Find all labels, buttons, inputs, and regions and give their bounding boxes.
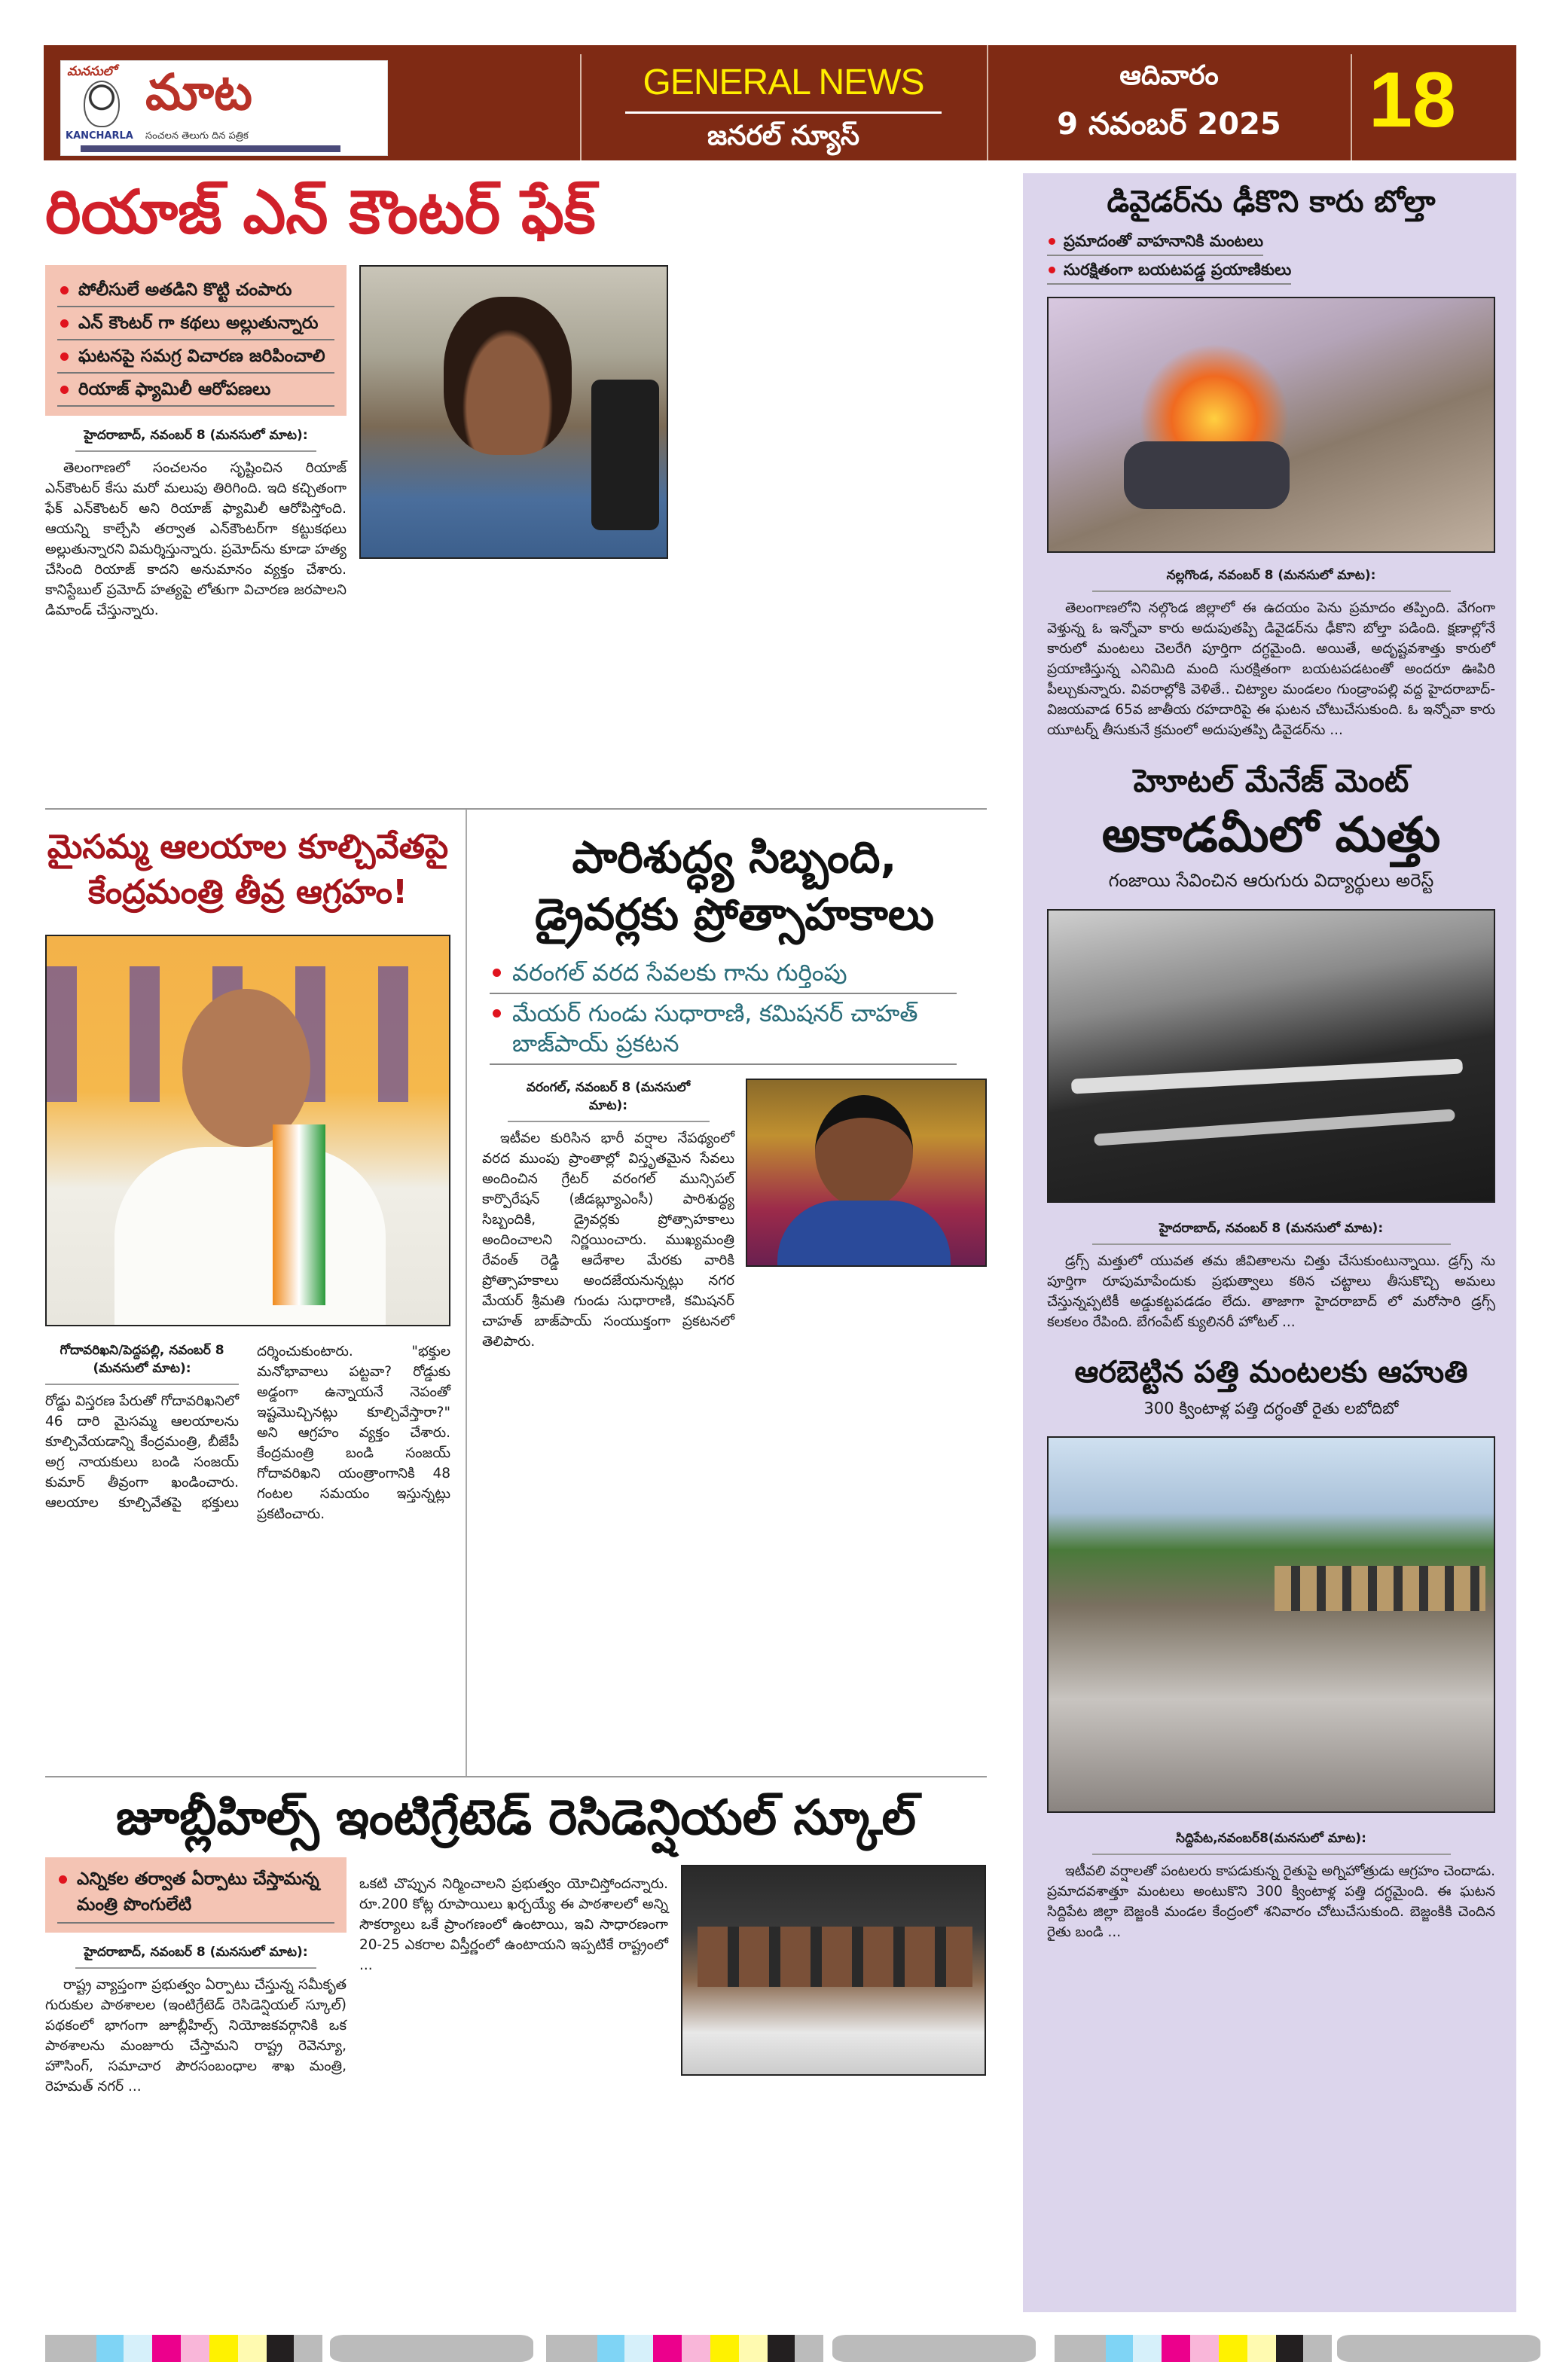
person-head xyxy=(815,1095,913,1208)
cotton-headline: ఆరబెట్టిన పత్తి మంటలకు ఆహుతి xyxy=(1074,1355,1468,1390)
color-registration-bar xyxy=(1055,2335,1332,2362)
bullet-icon xyxy=(493,969,501,977)
logo-brand: KANCHARLA xyxy=(66,130,133,142)
bullet-icon xyxy=(60,352,69,361)
registration-pill xyxy=(1337,2335,1540,2362)
school-highlight xyxy=(45,1857,347,1933)
lead-column-2 xyxy=(359,265,668,621)
bullet-icon xyxy=(59,1875,67,1884)
registration-pill xyxy=(832,2335,1036,2362)
section-title-en: GENERAL NEWS xyxy=(643,63,924,102)
weekday: ఆదివారం xyxy=(1119,60,1219,91)
article-body: రోడ్డు విస్తరణ పేరుతో గోదావరిఖనిలో 46 దారి మైసమ్మ ఆలయాలను కూల్చివేయడాన్ని కేంద్రమంత్రి, బీజేపీ అగ్ర నాయకులు బండి సంజయ్ కుమార్ తీవ్రంగా ఖండించారు. ఆలయాల కూల్చివేతపై భక్తులు దర్శించుకుంటారు. "భక్తుల మనోభావాలు పట్టవా? రోడ్డుకు అడ్డంగా ఉన్నాయనే నెపంతో ఇష్టమొచ్చినట్లు కూల్చివేస్తారా?" అని ఆగ్రహం వ్యక్తం చేశారు. కేంద్రమంత్రి బండి సంజయ్ గోదావరిఖని యంత్రాంగానికి 48 గంటల సమయం ఇస్తున్నట్లు ప్రకటించారు. xyxy=(45,1344,450,1522)
article-body: డ్రగ్స్ మత్తులో యువత తమ జీవితాలను చిత్తు చేసుకుంటున్నాయి. డ్రగ్స్ ను పూర్తిగా రూపుమాపేందుకు ప్రభుత్వాలు కఠిన చట్టాలు తీసుకొచ్చి అమలు చేస్తున్నప్పటికీ అడ్డుకట్టపడడం లేదు. తాజాగా హైదరాబాద్ లో మరోసారి డ్రగ్స్ కలకలం రేపింది. బేగంపేట్ క్యులినరీ హోటల్ ... xyxy=(1047,1253,1495,1330)
person-body xyxy=(777,1201,951,1267)
headline-line: పారిశుద్ధ్య సిబ్బంది, xyxy=(572,831,897,883)
article-body: తెలంగాణలోని నల్గొండ జిల్లాలో ఈ ఉదయం పెను ప్రమాదం తప్పింది. వేగంగా వెళ్తున్న ఓ ఇన్నోవా కారు అదుపుతప్పి డివైడర్‌ను ఢీకొని బోల్తా పడింది. క్షణాల్లోనే కారులో మంటలు చెలరేగి పూర్తిగా దగ్ధమైంది. అయితే, అదృష్టవశాత్తు కారులో ప్రయాణిస్తున్న ఎనిమిది మంది సురక్షితంగా బయటపడటంతో అందరూ ఊపిరి పీల్చుకున్నారు. వివరాల్లోకి వెళితే.. చిట్యాల మండలం గుండ్రాంపల్లి వద్ద హైదరాబాద్-విజయవాడ 65వ జాతీయ రహదారిపై ఈ ఘటన చోటుచేసుకుంది. ఓ ఇన్నోవా కారు యూటర్న్ తీసుకునే క్రమంలో అదుపుతప్పి డివైడర్‌ను ... xyxy=(1047,600,1495,738)
dateline: గోదావరిఖని/పెద్దపల్లి, నవంబర్ 8 (మనసులో మాట): xyxy=(45,1341,239,1385)
article-body: రాష్ట్ర వ్యాప్తంగా ప్రభుత్వం ఏర్పాటు చేస్తున్న సమీకృత గురుకుల పాఠశాలల (ఇంటిగ్రేటెడ్ రెసిడెన్షియల్ స్కూల్) పథకంలో భాగంగా జూబ్లీహిల్స్ నియోజకవర్గానికి ఒక పాఠశాలను మంజూరు చేస్తామని రాష్ట్ర రెవెన్యూ, హౌసింగ్, సమాచార పౌరసంబంధాల శాఖ మంత్రి, రెహమత్ నగర్ ... xyxy=(45,1977,347,2095)
lead-headline: రియాజ్ ఎన్ కౌంటర్ ఫేక్ xyxy=(45,177,596,247)
dateline: హైదరాబాద్, నవంబర్ 8 (మనసులో మాట): xyxy=(75,1943,316,1969)
school-column-1 xyxy=(45,1857,347,2097)
bullet-icon xyxy=(1049,267,1055,273)
highlight-item: ప్రమాదంతో వాహనానికి మంటలు xyxy=(1047,227,1263,256)
bullet-icon xyxy=(60,286,69,294)
section-title-te: జనరల్ న్యూస్ xyxy=(707,121,860,151)
car-highlights xyxy=(1047,227,1495,285)
portrait-icon xyxy=(84,81,120,127)
powder-line xyxy=(1071,1058,1463,1094)
lead-article xyxy=(45,426,347,621)
lead-article-continued xyxy=(681,265,986,621)
bullet-icon xyxy=(60,319,69,328)
headline-line: మైసమ్మ ఆలయాల కూల్చివేతపై xyxy=(47,828,449,866)
newspaper-logo[interactable] xyxy=(60,60,388,156)
headline-line: డ్రైవర్లకు ప్రోత్సాహకాలు xyxy=(534,889,935,940)
drugs-headline-line2: అకాడమీలో మత్తు xyxy=(1101,807,1441,863)
sanitation-story xyxy=(467,810,987,1776)
cotton-fire-photo[interactable] xyxy=(1047,1436,1495,1813)
bullet-icon xyxy=(493,1009,501,1018)
sidebar xyxy=(1023,173,1516,2312)
minister-photo[interactable] xyxy=(45,935,450,1326)
car-article xyxy=(1047,566,1495,740)
cotton-heading-group xyxy=(1047,1352,1495,1420)
drugs-heading-group xyxy=(1047,760,1495,892)
dateline: సిద్దిపేట,నవంబర్8(మనసులో మాట): xyxy=(1092,1829,1451,1855)
cotton-article xyxy=(1047,1829,1495,1942)
mayor-photo[interactable] xyxy=(746,1079,987,1267)
article-body: ఇటీవల కురిసిన భారీ వర్షాల నేపథ్యంలో వరద ముంపు ప్రాంతాల్లో విస్తృతమైన సేవలు అందించిన గ్రేటర్ వరంగల్ మున్సిపల్ కార్పొరేషన్ (జీడబ్ల్యూఎంసీ) పారిశుద్ధ్య సిబ్బందికి, డ్రైవర్లకు ప్రోత్సాహకాలు అందించాలని నిర్ణయించారు. ముఖ్యమంత్రి రేవంత్ రెడ్డి ఆదేశాల మేరకు వారికి ప్రోత్సాహకాలు అందజేయనున్నట్లు నగర మేయర్ శ్రీమతి గుండు సుధారాణి, కమిషనర్ చాహత్ బాజ్‌పాయ్ సంయుక్తంగా ప్రకటనలో తెలిపారు. xyxy=(482,1130,734,1350)
lead-highlights xyxy=(45,265,347,416)
issue-date: 9 నవంబర్ 2025 xyxy=(1057,107,1281,142)
drugs-photo[interactable] xyxy=(1047,909,1495,1203)
person-head xyxy=(182,989,310,1147)
dateline: హైదరాబాద్, నవంబర్ 8 (మనసులో మాట): xyxy=(75,426,316,452)
sanitation-headline xyxy=(482,828,987,943)
sanitation-row xyxy=(482,1079,987,1352)
page-number: 18 xyxy=(1369,56,1456,144)
school-event-photo[interactable] xyxy=(681,1865,986,2076)
school-article-col2: ఒకటి చొప్పున నిర్మించాలని ప్రభుత్వం యోచిస్తోందన్నారు. రూ.200 కోట్ల రూపాయిలు ఖర్చయ్యే ఈ పాఠశాలలో అన్ని సౌకర్యాలు ఒకే ప్రాంగణంలో ఉంటాయి, ఇవి సాధారణంగా 20-25 ఎకరాల విస్తీర్ణంలో ఉంటాయని ఇప్పటికే రాష్ట్రంలో ... xyxy=(359,1876,668,1973)
drugs-headline-line1: హెూటల్ మేనేజ్ మెంట్ xyxy=(1133,762,1409,799)
highlight-item: ఎన్నికల తర్వాత ఏర్పాటు చేస్తామన్న మంత్రి పొంగులేటి xyxy=(57,1866,334,1924)
car-wreck xyxy=(1124,441,1290,509)
lead-story xyxy=(45,175,987,810)
main-content xyxy=(45,175,987,2097)
article-body: తెలంగాణలో సంచలనం సృష్టించిన రియాజ్ ఎన్‌కౌంటర్ కేసు మరో మలుపు తిరిగింది. ఇది కచ్చితంగా ఫేక్ ఎన్‌కౌంటర్ అని రియాజ్ ఫ్యామిలీ ఆరోపిస్తోంది. ఆయన్ని కాల్చేసి తర్వాత ఎన్‌కౌంటర్‌గా కట్టుకథలు అల్లుతున్నారని విమర్శిస్తున్నారు. ప్రమోద్‌ను కూడా హత్య చేసింది రియాజ్ కాదని అనుమానం వ్యక్తం చేశారు. కానిస్టేబుల్ ప్రమోద్ హత్యపై లోతుగా విచారణ జరపాలని డిమాండ్ చేస్తున్నారు. xyxy=(45,460,347,618)
party-scarf xyxy=(273,1124,325,1305)
logo-title: మాట xyxy=(145,63,252,121)
bullet-icon xyxy=(1049,238,1055,245)
temple-headline xyxy=(45,825,450,915)
burning-car-photo[interactable] xyxy=(1047,297,1495,553)
school-headline: జూబ్లీహిల్స్ ఇంటిగ్రేటెడ్ రెసిడెన్షియల్ స్కూల్ xyxy=(116,1790,916,1846)
school-columns xyxy=(45,1857,987,2097)
school-article xyxy=(45,1943,347,2097)
color-registration-bar xyxy=(45,2335,322,2362)
sanitation-article xyxy=(482,1079,734,1352)
lead-photo[interactable] xyxy=(359,265,668,559)
color-registration-bar xyxy=(546,2335,823,2362)
highlight-item: రియాజ్ ఫ్యామిలీ ఆరోపణలు xyxy=(57,374,334,407)
headline-line: కేంద్రమంత్రి తీవ్ర ఆగ్రహం! xyxy=(87,873,408,911)
highlight-item: ఘటనపై సమగ్ర విచారణ జరిపించాలి xyxy=(57,340,334,374)
powder-line xyxy=(1094,1109,1455,1146)
school-story xyxy=(45,1777,987,2097)
middle-stories xyxy=(45,810,987,1777)
people-figures xyxy=(1275,1566,1485,1611)
drugs-article xyxy=(1047,1219,1495,1332)
highlight-item: పోలీసులే అతడిని కొట్టి చంపారు xyxy=(57,274,334,307)
person-figure xyxy=(444,297,572,455)
highlight-item: సురక్షితంగా బయటపడ్డ ప్రయాణికులు xyxy=(1047,256,1291,285)
dateline: నల్లగొండ, నవంబర్ 8 (మనసులో మాట): xyxy=(1092,566,1451,592)
dateline: వరంగల్, నవంబర్ 8 (మనసులో మాట): xyxy=(508,1079,710,1122)
logo-stripe xyxy=(81,145,340,152)
logo-tagline: సంచలన తెలుగు దిన పత్రిక xyxy=(145,130,249,142)
highlight-item: వరంగల్ వరద సేవలకు గాను గుర్తింపు xyxy=(490,954,957,994)
cotton-subhead: 300 క్వింటాళ్ల పత్తి దగ్ధంతో రైతు లబోదిబో xyxy=(1143,1399,1399,1417)
lead-column-1 xyxy=(45,265,347,621)
car-seat xyxy=(591,380,659,530)
logo-small-text: మనసులో xyxy=(67,64,117,79)
lead-columns xyxy=(45,265,987,636)
drugs-subhead: గంజాయి సేవించిన ఆరుగురు విద్యార్థులు అరెస్ట్ xyxy=(1108,870,1434,891)
article-body: ఇటీవలి వర్షాలతో పంటలరు కాపడుకున్న రైతుపై అగ్నిహోత్రుడు ఆగ్రహం చెందాడు. ప్రమాదవశాత్తూ మంటలు అంటుకొని 300 క్వింటాళ్ల పత్తి దగ్ధమైంది. ఈ ఘటన సిద్దిపేట జిల్లా బెజ్జంకి మండల కేంద్రంలో శనివారం చోటుచేసుకుంది. బెజ్జంకికి చెందిన రైతు బండి ... xyxy=(1047,1863,1495,1940)
crowd-figures xyxy=(698,1927,972,1987)
registration-pill xyxy=(330,2335,533,2362)
temple-story xyxy=(45,810,467,1776)
masthead xyxy=(44,45,1516,160)
sanitation-highlights xyxy=(490,954,957,1065)
car-headline: డివైడర్‌ను ఢీకొని కారు బోల్తా xyxy=(1107,185,1436,219)
bullet-icon xyxy=(60,386,69,394)
dateline: హైదరాబాద్, నవంబర్ 8 (మనసులో మాట): xyxy=(1092,1219,1451,1245)
highlight-item: ఎన్ కౌంటర్ గా కథలు అల్లుతున్నారు xyxy=(57,307,334,340)
school-column-3 xyxy=(681,1857,986,2097)
highlight-item: మేయర్ గుండు సుధారాణి, కమిషనర్ చాహత్ బాజ్‌పాయ్ ప్రకటన xyxy=(490,994,957,1065)
person-body xyxy=(114,1147,386,1326)
temple-article xyxy=(45,1341,450,1524)
section-rule xyxy=(625,111,942,114)
